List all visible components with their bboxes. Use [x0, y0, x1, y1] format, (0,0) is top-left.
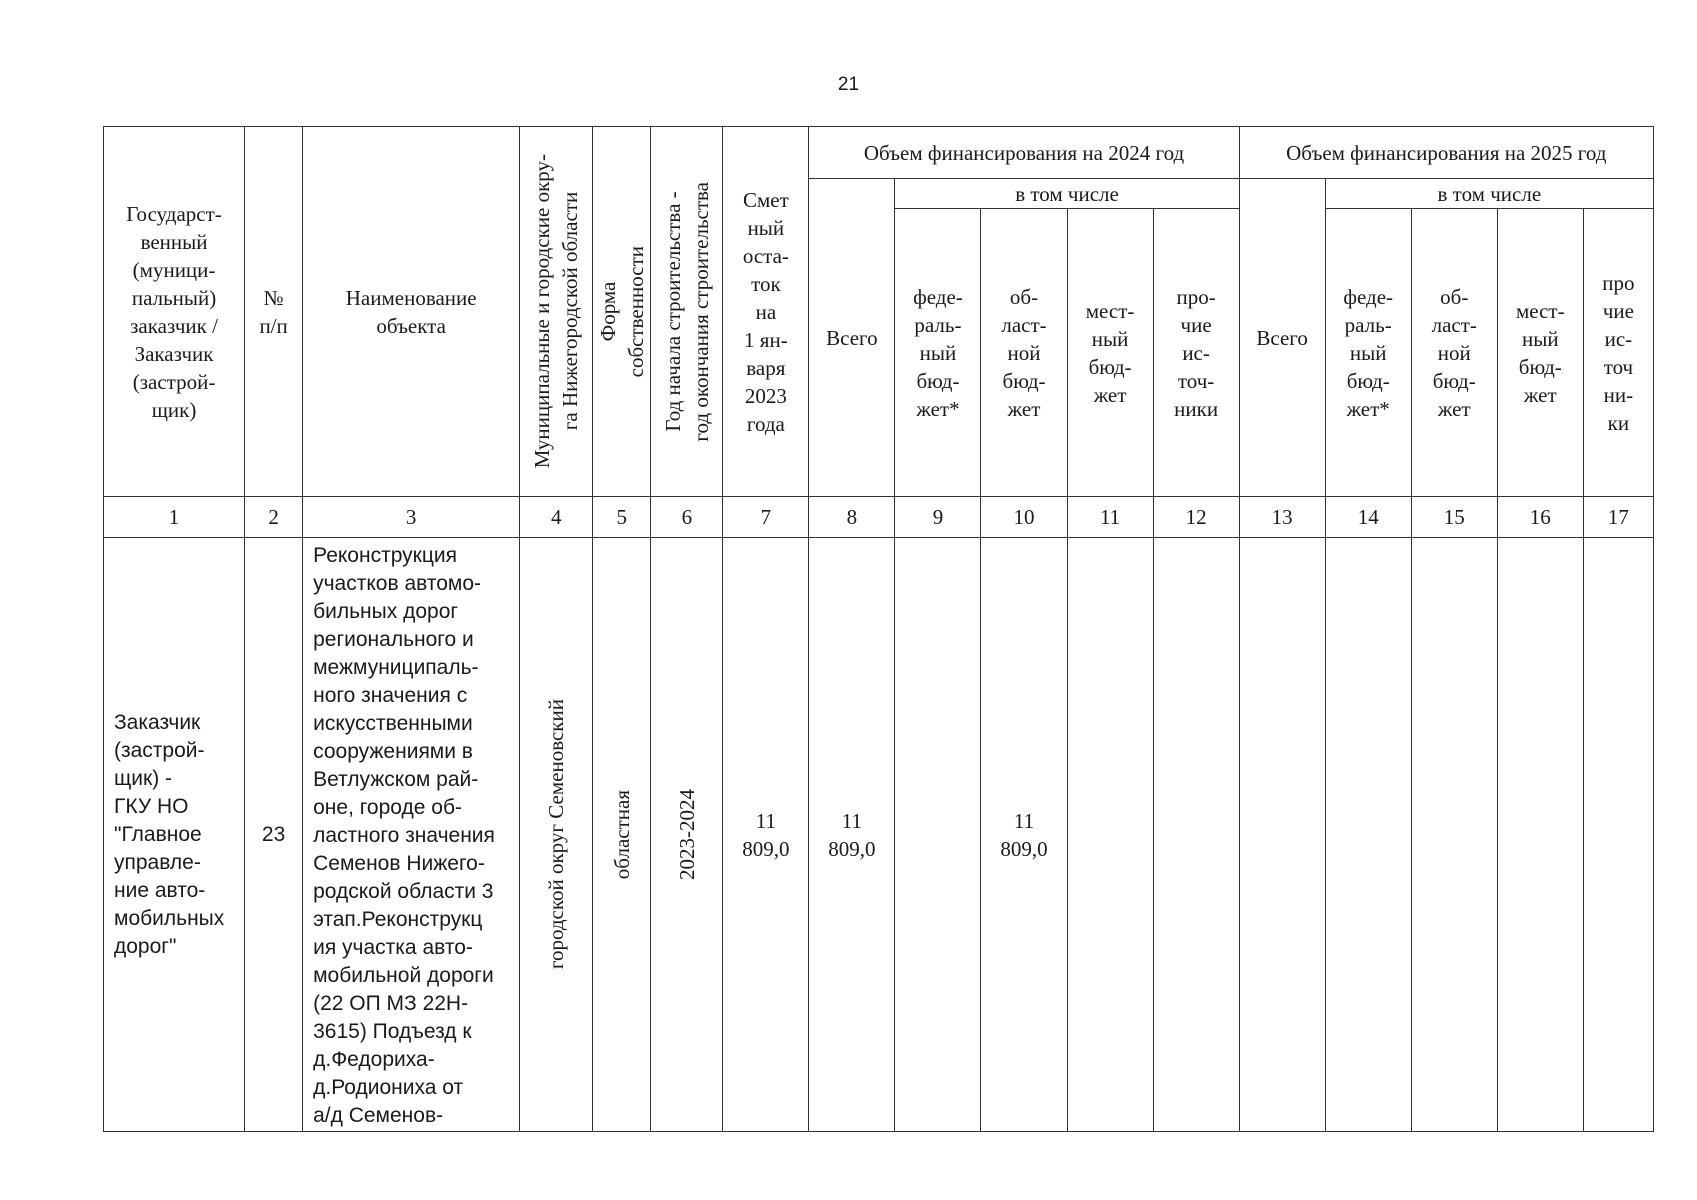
column-numbers-row — [104, 497, 1654, 538]
header-funding-2025: Объем финансирования на 2025 год — [1239, 127, 1653, 179]
cell-federal-2025 — [1325, 538, 1411, 1132]
column-number: 6 — [651, 497, 723, 538]
column-number: 14 — [1325, 497, 1411, 538]
cell-ownership-text: областная — [609, 789, 634, 880]
header-other-2024: про- чие ис- точ- ники — [1153, 209, 1239, 497]
column-number: 7 — [723, 497, 809, 538]
cell-object-name: Реконструкция участков автомо- бильных дорог регионального и межмуниципаль- ного значения с искусственными сооружениями в Ветлужском рай- оне, городе об- ластного значения Семенов Нижего- родской области 3 этап.Реконструкц ия участка авто- мобильной дороги (22 ОП МЗ 22Н- 3615) Подъезд к д.Федориха- д.Родиониха от а/д Семенов- — [303, 538, 520, 1132]
cell-estimate-balance: 11 809,0 — [723, 538, 809, 1132]
header-including-2024: в том числе — [895, 179, 1239, 209]
header-funding-2024: Объем финансирования на 2024 год — [809, 127, 1239, 179]
cell-number: 23 — [245, 538, 303, 1132]
cell-other-2024 — [1153, 538, 1239, 1132]
cell-local-2025 — [1497, 538, 1583, 1132]
cell-municipality — [520, 538, 593, 1132]
cell-total-2025 — [1239, 538, 1325, 1132]
header-years — [651, 127, 723, 497]
column-number: 5 — [593, 497, 651, 538]
header-local-2024: мест- ный бюд- жет — [1067, 209, 1153, 497]
cell-regional-2025 — [1411, 538, 1497, 1132]
header-years-text: Год начала строительства - год окончания строительства — [660, 181, 713, 442]
header-municipality-text: Муниципальные и городские окру- га Нижегородской области — [530, 154, 583, 469]
column-number: 2 — [245, 497, 303, 538]
header-estimate-balance: Смет ный оста- ток на 1 ян- варя 2023 года — [723, 127, 809, 497]
column-number: 11 — [1067, 497, 1153, 538]
header-ownership-text: Форма собственности — [595, 245, 648, 378]
page-number: 21 — [837, 74, 860, 95]
column-number: 12 — [1153, 497, 1239, 538]
cell-regional-2024: 11 809,0 — [981, 538, 1067, 1132]
header-federal-2025: феде- раль- ный бюд- жет* — [1325, 209, 1411, 497]
column-number: 1 — [104, 497, 245, 538]
column-number: 16 — [1497, 497, 1583, 538]
header-local-2025: мест- ный бюд- жет — [1497, 209, 1583, 497]
financing-table — [103, 126, 1654, 1132]
header-regional-2024: об- ласт- ной бюд- жет — [981, 209, 1067, 497]
header-including-2025: в том числе — [1325, 179, 1653, 209]
header-customer: Государст- венный (муници- пальный) заказчик / Заказчик (застрой- щик) — [104, 127, 245, 497]
column-number: 15 — [1411, 497, 1497, 538]
cell-municipality-text: городской округ Семеновский — [544, 699, 569, 970]
cell-other-2025 — [1583, 538, 1653, 1132]
header-ownership — [593, 127, 651, 497]
header-other-2025: про чие ис- точ ни- ки — [1583, 209, 1653, 497]
column-number: 10 — [981, 497, 1067, 538]
cell-customer: Заказчик (застрой- щик) - ГКУ НО "Главное управле- ние авто- мобильных дорог" — [104, 538, 245, 1132]
cell-local-2024 — [1067, 538, 1153, 1132]
cell-years — [651, 538, 723, 1132]
column-number: 4 — [520, 497, 593, 538]
header-municipality — [520, 127, 593, 497]
header-number: № п/п — [245, 127, 303, 497]
header-total-2024: Всего — [809, 179, 895, 497]
column-number: 8 — [809, 497, 895, 538]
header-total-2025: Всего — [1239, 179, 1325, 497]
header-row-group — [104, 127, 1654, 179]
cell-federal-2024 — [895, 538, 981, 1132]
cell-total-2024: 11 809,0 — [809, 538, 895, 1132]
header-object-name: Наименование объекта — [303, 127, 520, 497]
column-number: 17 — [1583, 497, 1653, 538]
table-row — [104, 538, 1654, 1132]
cell-years-text: 2023-2024 — [674, 789, 699, 880]
column-number: 13 — [1239, 497, 1325, 538]
header-federal-2024: феде- раль- ный бюд- жет* — [895, 209, 981, 497]
cell-ownership — [593, 538, 651, 1132]
header-regional-2025: об- ласт- ной бюд- жет — [1411, 209, 1497, 497]
column-number: 9 — [895, 497, 981, 538]
column-number: 3 — [303, 497, 520, 538]
